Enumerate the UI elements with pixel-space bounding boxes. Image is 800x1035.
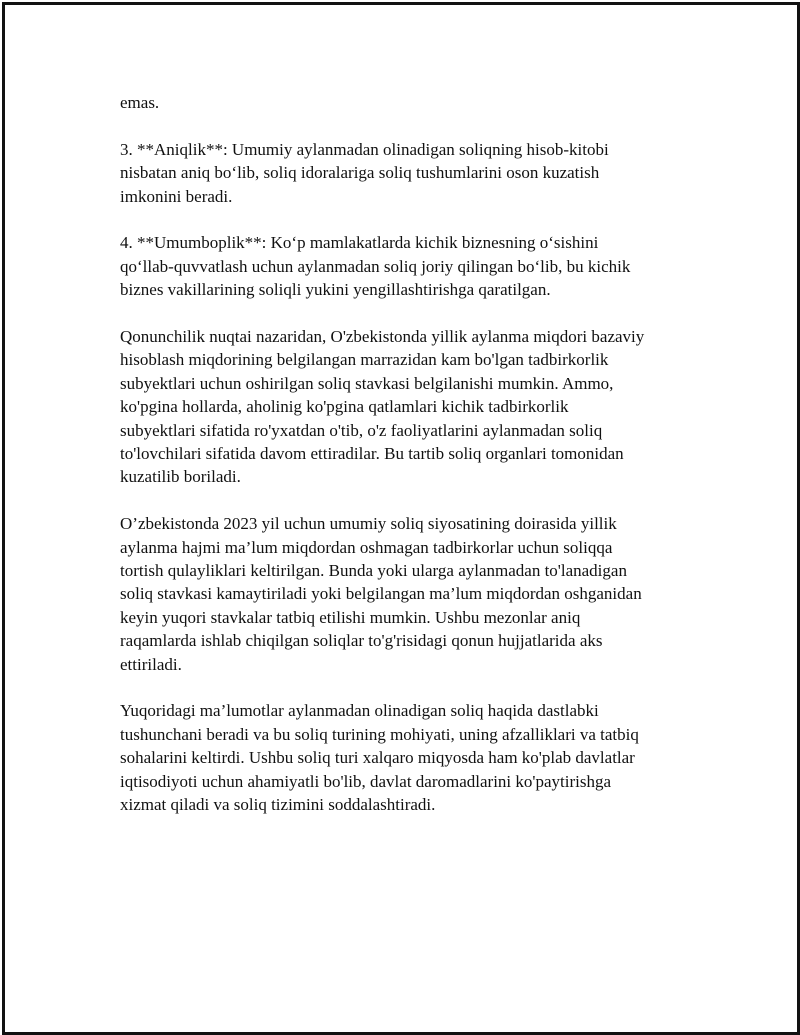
text-line: imkonini beradi. xyxy=(120,186,233,206)
paragraph xyxy=(120,699,710,816)
text-line: ko'pgina hollarda, aholinig ko'pgina qatlamlari kichik tadbirkorlik xyxy=(120,397,569,417)
text-line: biznes vakillarining soliqli yukini yengillashtirishga qaratilgan. xyxy=(120,280,551,300)
text-line: tortish qulayliklari keltirilgan. Bunda yoki ularga aylanmadan to'lanadigan xyxy=(120,561,627,581)
text-line: subyektlari uchun oshirilgan soliq stavkasi belgilanishi mumkin. Ammo, xyxy=(120,373,614,393)
text-line: emas. xyxy=(120,93,160,112)
text-line: to'lovchilari sifatida davom ettiradilar. Bu tartib soliq organlari tomonidan xyxy=(120,444,624,464)
text-line: qo‘llab-quvvatlash uchun aylanmadan soliq joriy qilingan bo‘lib, bu kichik xyxy=(120,256,631,276)
paragraph xyxy=(120,325,710,489)
text-line: subyektlari sifatida ro'yxatdan o'tib, o'z faoliyatlarini aylanmadan soliq xyxy=(120,420,603,440)
text-line: xizmat qiladi va soliq tizimini soddalashtiradi. xyxy=(120,795,436,815)
paragraph xyxy=(120,231,710,301)
paragraph xyxy=(120,91,710,114)
text-line: keyin yuqori stavkalar tatbiq etilishi mumkin. Ushbu mezonlar aniq xyxy=(120,607,581,627)
text-line: sohalarini keltirdi. Ushbu soliq turi xalqaro miqyosda ham ko'plab davlatlar xyxy=(120,748,635,768)
text-line: kuzatilib boriladi. xyxy=(120,467,241,487)
text-line: tushunchani beradi va bu soliq turining mohiyati, uning afzalliklari va tatbiq xyxy=(120,724,639,744)
text-line: aylanma hajmi ma’lum miqdordan oshmagan tadbirkorlar uchun soliqqa xyxy=(120,537,613,557)
text-line: nisbatan aniq bo‘lib, soliq idoralariga soliq tushumlarini oson kuzatish xyxy=(120,163,600,183)
text-line: soliq stavkasi kamaytiriladi yoki belgilangan ma’lum miqdordan oshganidan xyxy=(120,584,642,604)
text-line: iqtisodiyoti uchun ahamiyatli bo'lib, davlat daromadlarini ko'paytirishga xyxy=(120,771,611,791)
text-line: O’zbekistonda 2023 yil uchun umumiy soliq siyosatining doirasida yillik xyxy=(120,514,617,534)
document-body xyxy=(120,91,710,840)
paragraph xyxy=(120,138,710,208)
text-line: ettiriladi. xyxy=(120,654,182,674)
paragraph xyxy=(120,512,710,676)
text-line: Qonunchilik nuqtai nazaridan, O'zbekistonda yillik aylanma miqdori bazaviy xyxy=(120,327,645,347)
text-line: Yuqoridagi ma’lumotlar aylanmadan olinadigan soliq haqida dastlabki xyxy=(120,701,599,721)
text-line: raqamlarda ishlab chiqilgan soliqlar to'g'risidagi qonun hujjatlarida aks xyxy=(120,631,603,651)
text-line: 3. **Aniqlik**: Umumiy aylanmadan olinadigan soliqning hisob-kitobi xyxy=(120,139,609,159)
page-frame xyxy=(2,2,800,1035)
text-line: 4. **Umumboplik**: Ko‘p mamlakatlarda kichik biznesning o‘sishini xyxy=(120,233,599,253)
text-line: hisoblash miqdorining belgilangan marrazidan kam bo'lgan tadbirkorlik xyxy=(120,350,609,370)
